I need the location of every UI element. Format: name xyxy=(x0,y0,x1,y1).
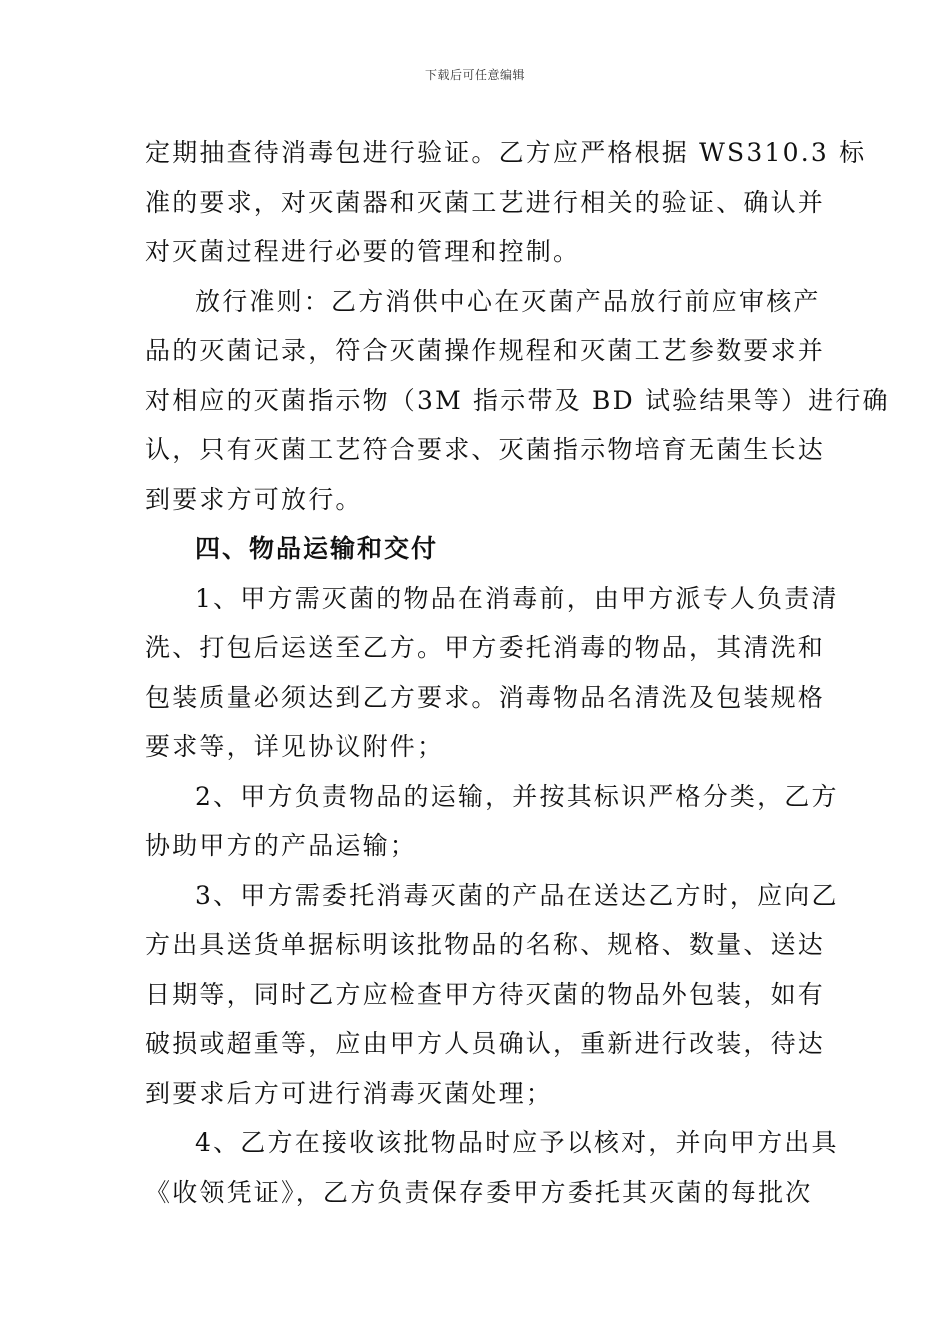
paragraph-line: 放行准则：乙方消供中心在灭菌产品放行前应审核产 xyxy=(195,286,821,316)
header-note: 下载后可任意编辑 xyxy=(424,68,525,82)
paragraph-line: 要求等，详见协议附件； xyxy=(145,732,445,761)
paragraph-line: 日期等，同时乙方应检查甲方待灭菌的物品外包装，如有 xyxy=(145,979,826,1009)
paragraph-line: 定期抽查待消毒包进行验证。乙方应严格根据 WS310.3 标 xyxy=(145,138,867,167)
paragraph-line: 准的要求，对灭菌器和灭菌工艺进行相关的验证、确认并 xyxy=(145,187,826,217)
document-body xyxy=(145,128,890,1217)
paragraph-line: 破损或超重等，应由甲方人员确认，重新进行改装，待达 xyxy=(145,1029,826,1058)
section-heading: 四、物品运输和交付 xyxy=(195,534,439,563)
paragraph-line: 洗、打包后运送至乙方。甲方委托消毒的物品，其清洗和 xyxy=(145,633,826,662)
paragraph-line: 品的灭菌记录，符合灭菌操作规程和灭菌工艺参数要求并 xyxy=(145,336,826,365)
paragraph-line: 1、甲方需灭菌的物品在消毒前，由甲方派专人负责清 xyxy=(195,583,839,613)
paragraph-line: 对相应的灭菌指示物（3M 指示带及 BD 试验结果等）进行确 xyxy=(145,385,890,415)
paragraph-line: 到要求方可放行。 xyxy=(145,484,363,514)
paragraph-line: 2、甲方负责物品的运输，并按其标识严格分类，乙方 xyxy=(195,781,839,811)
paragraph-line: 协助甲方的产品运输； xyxy=(145,831,418,860)
paragraph-line: 到要求后方可进行消毒灭菌处理； xyxy=(145,1078,554,1108)
paragraph-line: 认，只有灭菌工艺符合要求、灭菌指示物培育无菌生长达 xyxy=(145,435,826,464)
paragraph-line: 《收领凭证》，乙方负责保存委甲方委托其灭菌的每批次 xyxy=(145,1177,813,1207)
paragraph-line: 3、甲方需委托消毒灭菌的产品在送达乙方时，应向乙 xyxy=(195,880,839,910)
paragraph-line: 包装质量必须达到乙方要求。消毒物品名清洗及包装规格 xyxy=(145,682,826,712)
paragraph-line: 方出具送货单据标明该批物品的名称、规格、数量、送达 xyxy=(145,930,826,959)
paragraph-line: 对灭菌过程进行必要的管理和控制。 xyxy=(145,237,581,266)
paragraph-line: 4、乙方在接收该批物品时应予以核对，并向甲方出具 xyxy=(195,1128,839,1157)
